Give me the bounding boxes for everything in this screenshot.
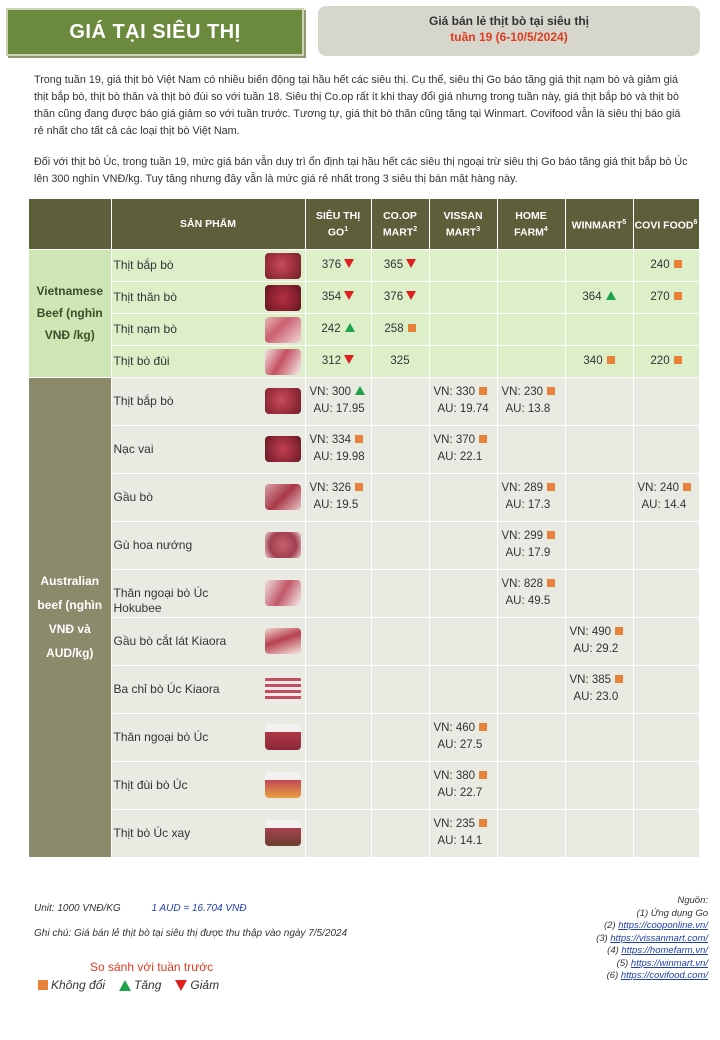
price-coop xyxy=(371,809,429,857)
price-winmart xyxy=(565,521,633,569)
product-image xyxy=(265,436,301,462)
price-winmart xyxy=(565,377,633,425)
square-icon xyxy=(683,483,691,491)
price-covi xyxy=(633,617,699,665)
table-row xyxy=(29,569,699,617)
price-winmart: 364 xyxy=(565,281,633,313)
header-go: SIÊU THỊ $GO^1$ xyxy=(305,199,371,249)
price-go: 312 xyxy=(305,345,371,377)
table-row xyxy=(29,521,699,569)
square-icon xyxy=(479,819,487,827)
section-banner xyxy=(6,8,304,56)
triangle-up-icon xyxy=(345,323,355,332)
intro-paragraph-1: Trong tuần 19, giá thịt bò Việt Nam có nhiều biến động tại hầu hết các siêu thị. Cụ thể, siêu thị Go báo tăng giá thịt nạm bò và giảm giá thịt bắp bò, thịt bò thăn và thịt bò đùi so với tuần 18. Siêu thị Co.op rất ít khi thay đổi giá nhưng trong tuần này, giá thịt bắp bò và thịt bò thăn cũng đang được báo giá giảm so với tuần trước. Tương tự, giá thịt bò thăn cũng tăng tại Winmart. Covifood vẫn là siêu thị báo giá rẻ nhất cho tất cả các loại thịt bò Việt Nam. xyxy=(34,74,681,137)
product-image xyxy=(265,484,301,510)
price-homefarm xyxy=(497,313,565,345)
price-covi: 220 xyxy=(633,345,699,377)
square-icon xyxy=(479,723,487,731)
table-row xyxy=(29,665,699,713)
product-cell: Thịt nạm bò xyxy=(111,313,305,345)
price-go: VN: 300 AU: 17.95 xyxy=(305,377,371,425)
price-coop: 325 xyxy=(371,345,429,377)
category-vietnamese: Vietnamese Beef (nghìn VNĐ /kg) xyxy=(29,249,111,377)
table-row xyxy=(29,473,699,521)
source-item: (4) https://homefarm.vn/ xyxy=(607,945,708,956)
source-link[interactable]: https://homefarm.vn/ xyxy=(621,945,708,956)
intro-paragraph-2: Đối với thịt bò Úc, trong tuần 19, mức giá bán vẫn duy trì ổn định tại hầu hết các siêu thị ngoại trừ siêu thị Go báo tăng giá thịt bắp bò Úc lên 300 nghìn VNĐ/kg. Tuy tăng nhưng đây vẫn là mức giá rẻ nhất trong 3 siêu thị bán mặt hàng này. xyxy=(34,156,688,185)
triangle-down-icon xyxy=(344,291,354,300)
legend-up: Tăng xyxy=(119,978,161,992)
square-icon xyxy=(38,980,48,990)
price-winmart xyxy=(565,809,633,857)
square-icon xyxy=(547,483,555,491)
price-homefarm xyxy=(497,281,565,313)
price-go: VN: 326 AU: 19.5 xyxy=(305,473,371,521)
price-coop xyxy=(371,617,429,665)
product-image xyxy=(265,253,301,279)
price-winmart: 340 xyxy=(565,345,633,377)
header-covi: COVI FOOD$^6$ xyxy=(633,199,699,249)
table-row xyxy=(29,713,699,761)
product-cell: Thịt bắp bò xyxy=(111,249,305,281)
price-go xyxy=(305,809,371,857)
price-winmart xyxy=(565,249,633,281)
source-link[interactable]: https://cooponline.vn/ xyxy=(618,920,708,931)
subtitle-week: tuần 19 (6-10/5/2024) xyxy=(450,30,568,44)
price-vissan xyxy=(429,313,497,345)
price-vissan xyxy=(429,345,497,377)
price-coop xyxy=(371,425,429,473)
price-homefarm xyxy=(497,713,565,761)
price-go: 376 xyxy=(305,249,371,281)
price-covi: 270 xyxy=(633,281,699,313)
price-go xyxy=(305,569,371,617)
source-item: (3) https://vissanmart.com/ xyxy=(596,932,708,944)
price-winmart xyxy=(565,473,633,521)
legend-title: So sánh với tuần trước xyxy=(90,960,214,974)
price-winmart xyxy=(565,761,633,809)
price-covi: 240 xyxy=(633,249,699,281)
unit-note: Unit: 1000 VNĐ/KG 1 AUD = 16.704 VNĐ xyxy=(34,903,247,914)
product-cell: Gầu bò cắt lát Kiaora xyxy=(111,617,305,665)
source-item: (2) https://cooponline.vn/ xyxy=(603,920,708,931)
price-homefarm xyxy=(497,345,565,377)
price-covi xyxy=(633,425,699,473)
product-image xyxy=(265,676,301,702)
legend-down: Giảm xyxy=(175,978,219,992)
square-icon xyxy=(355,483,363,491)
square-icon xyxy=(674,356,682,364)
price-vissan: VN: 330 AU: 19.74 xyxy=(429,377,497,425)
price-coop xyxy=(371,377,429,425)
price-coop xyxy=(371,473,429,521)
price-winmart: VN: 490 AU: 29.2 xyxy=(565,617,633,665)
price-winmart xyxy=(565,713,633,761)
price-homefarm: VN: 299 AU: 17.9 xyxy=(497,521,565,569)
price-homefarm xyxy=(497,809,565,857)
product-cell: Thịt bò đùi xyxy=(111,345,305,377)
triangle-down-icon xyxy=(175,980,187,991)
legend-same: Không đổi xyxy=(38,978,105,992)
table-row xyxy=(29,281,699,313)
price-table xyxy=(29,199,700,858)
collection-note: Ghi chú: Giá bán lẻ thịt bò tại siêu thị được thu thập vào ngày 7/5/2024 xyxy=(34,928,348,939)
price-vissan: VN: 235 AU: 14.1 xyxy=(429,809,497,857)
table-row xyxy=(29,617,699,665)
banner-title: GIÁ TẠI SIÊU THỊ xyxy=(69,20,241,43)
source-item: (6) https://covifood.com/ xyxy=(606,970,708,981)
price-go: 354 xyxy=(305,281,371,313)
sources-title: Nguồn: xyxy=(677,895,708,906)
price-vissan xyxy=(429,473,497,521)
price-go xyxy=(305,713,371,761)
price-vissan xyxy=(429,665,497,713)
product-cell: Thăn ngoại bò Úc xyxy=(111,713,305,761)
table-body xyxy=(29,249,699,857)
price-coop xyxy=(371,569,429,617)
price-homefarm: VN: 230 AU: 13.8 xyxy=(497,377,565,425)
product-cell: Thịt bắp bò xyxy=(111,377,305,425)
table-row xyxy=(29,313,699,345)
price-vissan xyxy=(429,281,497,313)
square-icon xyxy=(547,387,555,395)
price-covi xyxy=(633,665,699,713)
source-item: (5) https://winmart.vn/ xyxy=(616,957,708,969)
price-winmart xyxy=(565,569,633,617)
price-homefarm: VN: 289 AU: 17.3 xyxy=(497,473,565,521)
price-homefarm xyxy=(497,617,565,665)
price-vissan xyxy=(429,249,497,281)
price-winmart xyxy=(565,313,633,345)
triangle-up-icon xyxy=(119,980,131,991)
triangle-down-icon xyxy=(406,259,416,268)
price-covi xyxy=(633,313,699,345)
square-icon xyxy=(479,771,487,779)
square-icon xyxy=(355,435,363,443)
header-blank xyxy=(29,199,111,249)
price-covi xyxy=(633,809,699,857)
price-homefarm xyxy=(497,249,565,281)
price-homefarm xyxy=(497,425,565,473)
price-covi xyxy=(633,761,699,809)
product-image xyxy=(265,772,301,798)
price-covi xyxy=(633,521,699,569)
price-go: 242 xyxy=(305,313,371,345)
square-icon xyxy=(607,356,615,364)
product-image xyxy=(265,532,301,558)
source-link[interactable]: https://vissanmart.com/ xyxy=(610,932,708,944)
price-vissan xyxy=(429,617,497,665)
square-icon xyxy=(479,387,487,395)
product-image xyxy=(265,388,301,414)
source-item: (1) Ứng dụng Go xyxy=(636,907,708,919)
price-vissan: VN: 380 AU: 22.7 xyxy=(429,761,497,809)
price-vissan xyxy=(429,521,497,569)
square-icon xyxy=(615,675,623,683)
product-cell: Gầu bò xyxy=(111,473,305,521)
price-covi xyxy=(633,569,699,617)
square-icon xyxy=(479,435,487,443)
header-homefarm: HOME FARM$^4$ xyxy=(497,199,565,249)
triangle-down-icon xyxy=(344,355,354,364)
product-cell: Nạc vai xyxy=(111,425,305,473)
price-winmart xyxy=(565,425,633,473)
price-go xyxy=(305,665,371,713)
subtitle-line1: Giá bán lẻ thịt bò tại siêu thị xyxy=(428,14,589,28)
square-icon xyxy=(674,292,682,300)
product-image xyxy=(265,724,301,750)
exchange-rate: 1 AUD = 16.704 VNĐ xyxy=(151,903,247,914)
product-image xyxy=(265,349,301,375)
header-product: SẢN PHẨM xyxy=(111,199,305,249)
price-homefarm xyxy=(497,665,565,713)
product-cell: Thịt đùi bò Úc xyxy=(111,761,305,809)
product-cell: Ba chỉ bò Úc Kiaora xyxy=(111,665,305,713)
product-image xyxy=(265,820,301,846)
header-vissan: VISSAN MART$^3$ xyxy=(429,199,497,249)
product-cell: Thịt bò Úc xay xyxy=(111,809,305,857)
price-coop: 258 xyxy=(371,313,429,345)
product-image xyxy=(265,628,301,654)
square-icon xyxy=(547,531,555,539)
product-image xyxy=(265,285,301,311)
square-icon xyxy=(547,579,555,587)
square-icon xyxy=(408,324,416,332)
product-cell: Thăn ngoại bò Úc Hokubee xyxy=(111,569,305,617)
price-go xyxy=(305,617,371,665)
product-cell: Gù hoa nướng xyxy=(111,521,305,569)
price-go xyxy=(305,761,371,809)
price-coop xyxy=(371,665,429,713)
report-subtitle xyxy=(318,6,700,56)
price-covi xyxy=(633,377,699,425)
table-row xyxy=(29,377,699,425)
product-image xyxy=(265,580,301,606)
triangle-down-icon xyxy=(344,259,354,268)
source-link[interactable]: https://covifood.com/ xyxy=(620,970,708,981)
table-row xyxy=(29,425,699,473)
legend xyxy=(38,978,219,992)
price-coop xyxy=(371,761,429,809)
table-row xyxy=(29,761,699,809)
square-icon xyxy=(615,627,623,635)
table-row xyxy=(29,345,699,377)
product-cell: Thịt thăn bò xyxy=(111,281,305,313)
price-coop xyxy=(371,713,429,761)
price-go: VN: 334 AU: 19.98 xyxy=(305,425,371,473)
price-covi: VN: 240 AU: 14.4 xyxy=(633,473,699,521)
sources-list xyxy=(596,895,708,983)
category-australian: Australian beef (nghìn VNĐ và AUD/kg) xyxy=(29,377,111,857)
price-homefarm xyxy=(497,761,565,809)
square-icon xyxy=(674,260,682,268)
price-vissan: VN: 460 AU: 27.5 xyxy=(429,713,497,761)
price-vissan: VN: 370 AU: 22.1 xyxy=(429,425,497,473)
price-winmart: VN: 385 AU: 23.0 xyxy=(565,665,633,713)
table-row xyxy=(29,249,699,281)
price-coop xyxy=(371,521,429,569)
price-vissan xyxy=(429,569,497,617)
source-link[interactable]: https://winmart.vn/ xyxy=(630,957,708,969)
price-homefarm: VN: 828 AU: 49.5 xyxy=(497,569,565,617)
table-row xyxy=(29,809,699,857)
price-coop: 365 xyxy=(371,249,429,281)
triangle-up-icon xyxy=(606,291,616,300)
header-winmart: WINMART$^5$ xyxy=(565,199,633,249)
triangle-up-icon xyxy=(355,386,365,395)
triangle-down-icon xyxy=(406,291,416,300)
header-coop: CO.OP MART$^2$ xyxy=(371,199,429,249)
price-covi xyxy=(633,713,699,761)
price-coop: 376 xyxy=(371,281,429,313)
product-image xyxy=(265,317,301,343)
price-go xyxy=(305,521,371,569)
